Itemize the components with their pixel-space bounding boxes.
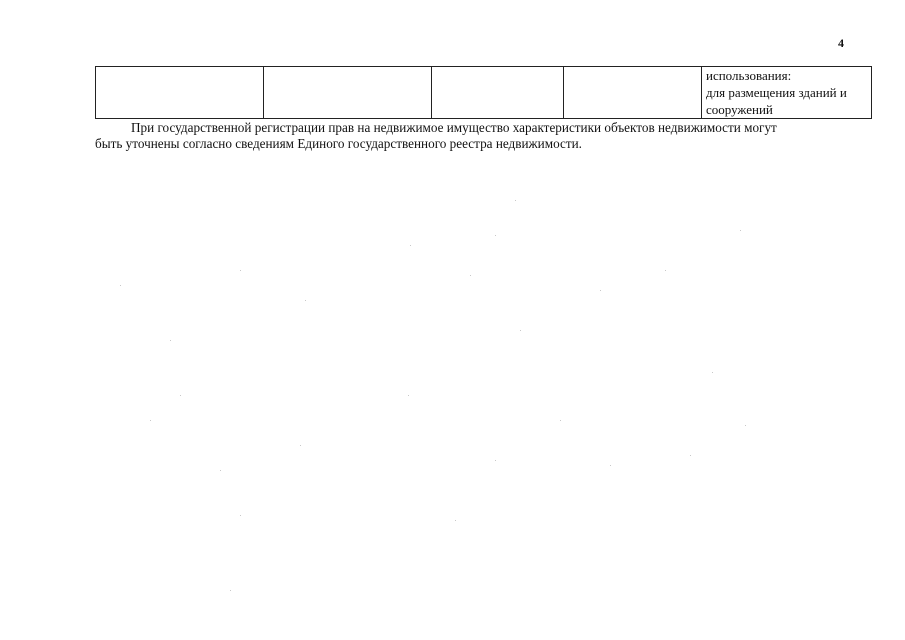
table-cell-empty-4 [564, 67, 702, 119]
cell-line: для размещения зданий и [706, 85, 847, 100]
paragraph-line: При государственной регистрации прав на недвижимое имущество характеристики объектов недвижимости могут [131, 120, 777, 135]
table-cell-empty-2 [264, 67, 432, 119]
page-number: 4 [838, 36, 844, 50]
table-row [96, 67, 872, 119]
cell-line: сооружений [706, 102, 773, 117]
data-table [95, 66, 872, 119]
paragraph-line: быть уточнены согласно сведениям Единого государственного реестра недвижимости. [95, 136, 582, 151]
table-cell-land-use [702, 67, 872, 119]
table-cell-empty-1 [96, 67, 264, 119]
cell-line: использования: [706, 68, 792, 83]
registration-note-paragraph [95, 120, 871, 152]
table-cell-empty-3 [432, 67, 564, 119]
